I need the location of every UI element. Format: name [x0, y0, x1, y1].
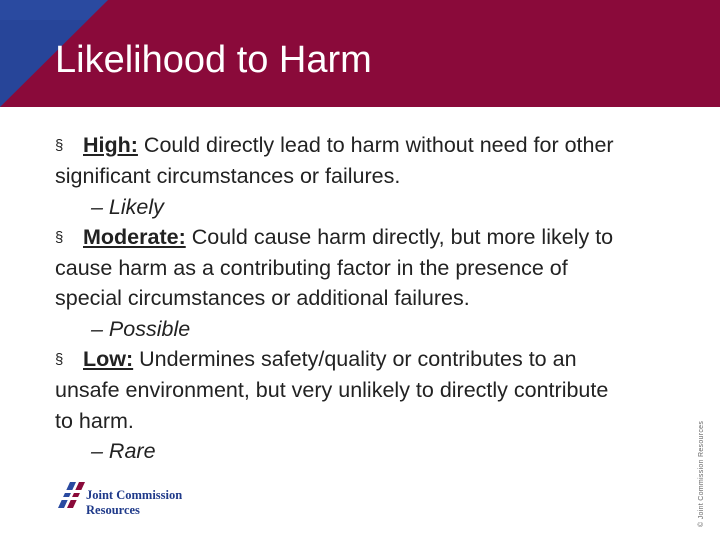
bullet-text-continued: to harm.	[55, 408, 134, 433]
bullet-text: Could cause harm directly, but more likely to	[185, 224, 614, 249]
bullet-text: Could directly lead to harm without need for other	[137, 133, 614, 157]
bullet-high	[55, 130, 685, 161]
copyright-notice: © Joint Commission Resources	[698, 420, 705, 527]
likelihood-level: – Possible	[91, 316, 191, 341]
bullet-text-continued: unsafe environment, but very unlikely to directly contribute	[55, 378, 609, 403]
slide-header	[0, 0, 720, 107]
logo-wordmark	[86, 488, 182, 518]
bullet-icon: §	[55, 228, 64, 246]
logo-line-2: Resources	[86, 503, 140, 517]
bullet-icon: §	[55, 137, 64, 154]
logo-line-1: Joint Commission	[86, 488, 183, 502]
slide-body	[55, 130, 685, 466]
bullet-text-continued: special circumstances or additional failures.	[55, 286, 470, 311]
bullet-term: Moderate:	[83, 224, 186, 249]
bullet-term: High:	[83, 133, 138, 157]
bullet-text: Undermines safety/quality or contributes to an	[133, 347, 577, 372]
bullet-text-continued: significant circumstances or failures.	[55, 164, 401, 189]
jcr-logo	[58, 480, 198, 520]
bullet-low	[55, 344, 685, 375]
likelihood-level: – Likely	[91, 194, 164, 219]
jcr-flag-logo-icon	[58, 480, 86, 510]
slide-title: Likelihood to Harm	[55, 39, 372, 81]
bullet-term: Low:	[83, 347, 134, 372]
bullet-moderate	[55, 222, 685, 253]
likelihood-level: – Rare	[91, 438, 156, 463]
bullet-icon: §	[55, 351, 64, 369]
bullet-text-continued: cause harm as a contributing factor in the presence of	[55, 256, 568, 281]
